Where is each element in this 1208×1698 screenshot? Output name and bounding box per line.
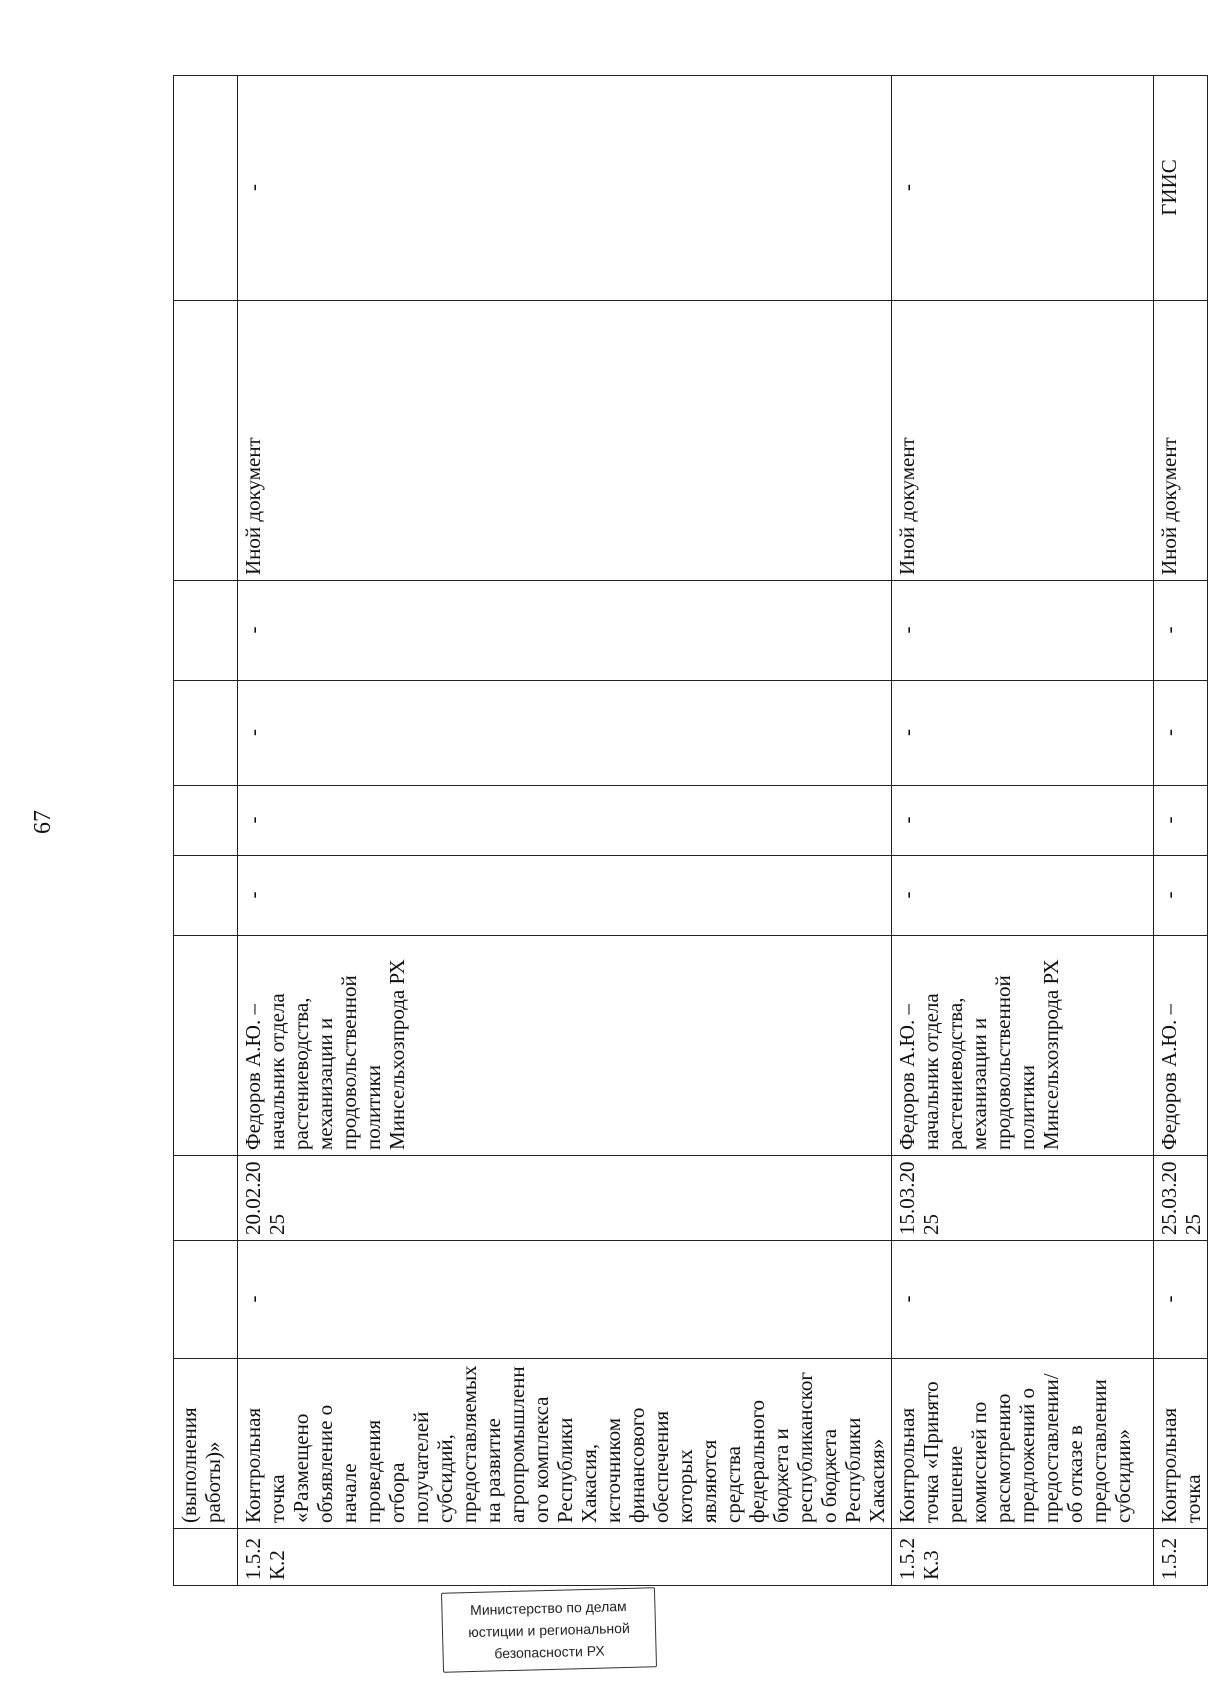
cell-doc-type: Иной документ — [238, 301, 892, 581]
stamp-line: Министерство по делам — [469, 1597, 627, 1619]
cell-c7 — [174, 786, 238, 856]
cell-responsible: Федоров А.Ю. – начальник отдела растениеводства, механизации и продовольственной политики Минсельхозпрода РХ — [238, 936, 892, 1156]
cell-c6 — [174, 856, 238, 936]
cell-base-value: - — [1154, 1241, 1208, 1359]
page-number: 67 — [30, 810, 56, 834]
cell-responsible: Федоров А.Ю. – начальник отдела растениеводства, механизации и продовольственной политики Минсельхозпрода РХ — [892, 936, 1154, 1156]
cell-num: 1.5.2 К.2 — [238, 1529, 892, 1586]
cell-c9: - — [238, 581, 892, 681]
cell-c6: - — [1154, 856, 1208, 936]
ministry-stamp — [441, 1587, 657, 1673]
cell-info-system: ГИИС — [1154, 76, 1208, 301]
stamp-line: юстиции и региональной — [468, 1619, 630, 1641]
cell-responsible: Федоров А.Ю. – — [1154, 936, 1208, 1156]
cell-num: 1.5.2 — [1154, 1529, 1208, 1586]
cell-c9 — [174, 581, 238, 681]
cell-c8: - — [1154, 681, 1208, 786]
rotated-table-frame — [173, 76, 1205, 1586]
cell-doc-type: Иной документ — [1154, 301, 1208, 581]
cell-num — [174, 1529, 238, 1586]
table-row — [174, 76, 238, 1586]
cell-responsible — [174, 936, 238, 1156]
cell-c6: - — [238, 856, 892, 936]
cell-base-value: - — [892, 1241, 1154, 1359]
cell-name: Контрольная точка «Принято решение комиссией по рассмотрению предложений о предоставлении/ об отказе в предоставлении субсидии» — [892, 1359, 1154, 1529]
cell-info-system — [174, 76, 238, 301]
control-points-table — [173, 75, 1208, 1586]
table-row — [238, 76, 892, 1586]
cell-c6: - — [892, 856, 1154, 936]
table-row — [892, 76, 1154, 1586]
cell-c7: - — [1154, 786, 1208, 856]
cell-date: 15.03.2025 — [892, 1156, 1154, 1241]
cell-name: Контрольная точка — [1154, 1359, 1208, 1529]
cell-date: 20.02.2025 — [238, 1156, 892, 1241]
cell-date: 25.03.2025 — [1154, 1156, 1208, 1241]
cell-base-value: - — [238, 1241, 892, 1359]
cell-c8 — [174, 681, 238, 786]
cell-c9: - — [892, 581, 1154, 681]
cell-date — [174, 1156, 238, 1241]
cell-c8: - — [892, 681, 1154, 786]
cell-doc-type: Иной документ — [892, 301, 1154, 581]
cell-name: (выполнения работы)» — [174, 1359, 238, 1529]
cell-c8: - — [238, 681, 892, 786]
cell-c7: - — [238, 786, 892, 856]
cell-c7: - — [892, 786, 1154, 856]
cell-c9: - — [1154, 581, 1208, 681]
cell-doc-type — [174, 301, 238, 581]
stamp-line: безопасности РХ — [494, 1642, 605, 1662]
cell-base-value — [174, 1241, 238, 1359]
cell-info-system: - — [238, 76, 892, 301]
cell-info-system: - — [892, 76, 1154, 301]
cell-name: Контрольная точка «Размещено объявление о начале проведения отбора получателей субсидий, предоставляемых на развитие агропромышленного комплекса Республики Хакасия, источником финансового обеспечения которых являются средства федерального бюджета и республиканского бюджета Республики Хакасия» — [238, 1359, 892, 1529]
cell-num: 1.5.2 К.3 — [892, 1529, 1154, 1586]
table-row — [1154, 76, 1208, 1586]
